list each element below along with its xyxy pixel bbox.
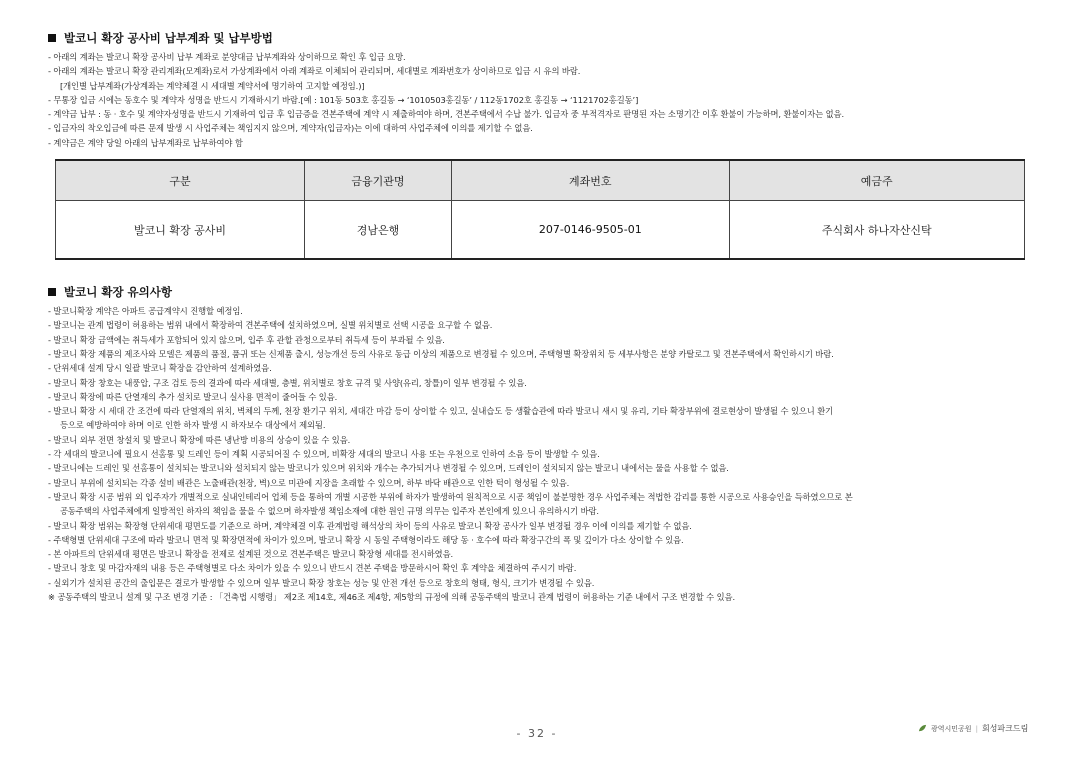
note-line: - 발코니 확장 시 세대 간 조건에 따라 단열재의 위치, 벽체의 두께, 천장 환기구 위치, 세대간 마감 등이 상이할 수 있고, 실내습도 등 생활습관에 따라 발코니 새시 및 유리, 기타 확장부위에 결로현상이 발생될 수 있으니 환기 <box>48 406 834 417</box>
section-title: 발코니 확장 유의사항 <box>64 285 172 300</box>
table-cell: 발코니 확장 공사비 <box>56 201 305 260</box>
note-line: - 무통장 입금 시에는 동호수 및 계약자 성명을 반드시 기재하시기 바람.[예 : 101동 503호 홍길동 → ‘1010503홍길동’ / 112동1702호 홍길동 → ‘1121702홍길동’] <box>48 94 639 105</box>
note-line: [개인별 납부계좌(가상계좌는 계약체결 시 세대별 계약서에 명기하여 고지할 예정임.)] <box>60 80 365 91</box>
note-line: - 입금자의 착오입금에 따른 문제 발생 시 사업주체는 책임지지 않으며, 계약자(입금자)는 이에 대하여 사업주체에 이의를 제기할 수 없음. <box>48 123 533 134</box>
bullet-square-icon <box>48 288 56 296</box>
account-notes-list <box>48 50 1038 150</box>
note-line: - 발코니 확장 금액에는 취득세가 포함되어 있지 않으며, 입주 후 관할 관청으로부터 취득세 등이 부과될 수 있음. <box>48 334 445 345</box>
note-line: - 계약금 납부 : 동 · 호수 및 계약자성명을 반드시 기재하여 입금 후 입금증을 견본주택에 계약 시 제출하여야 하며, 견본주택에서 수납 불가. 입금자 중 부적격자로 판명된 자는 소명기간 이후 환불이 가능하며, 환불이자는 없음. <box>48 109 844 120</box>
note-line: - 발코니 외부 전면 창설치 및 발코니 확장에 따른 냉난방 비용의 상승이 있을 수 있음. <box>48 434 351 445</box>
logo-brand-text: 회성파크드림 <box>981 724 1029 733</box>
note-line: - 실외기가 설치된 공간의 출입문은 결로가 발생할 수 있으며 일부 발코니 확장 창호는 성능 및 안전 개선 등으로 창호의 형태, 형식, 크기가 변경될 수 있음. <box>48 577 595 588</box>
section-heading-account <box>48 30 1038 46</box>
note-line: - 발코니 확장 제품의 제조사와 모델은 제품의 품절, 품귀 또는 신제품 출시, 성능개선 등의 사유로 동급 이상의 제품으로 변경될 수 있으며, 주택형별 확장위치 등 세부사항은 분양 카탈로그 및 견본주택에서 확인하시기 바람. <box>48 348 834 359</box>
table-cell: 경남은행 <box>304 201 451 260</box>
section-heading-balcony <box>48 284 1038 300</box>
note-line: - 발코니확장 계약은 아파트 공급계약시 진행할 예정임. <box>48 306 243 317</box>
table-header-row <box>56 160 1025 201</box>
balcony-notes-list <box>48 304 1038 604</box>
table-header-cell: 구분 <box>56 160 305 201</box>
note-line: - 발코니 확장 범위는 확장형 단위세대 평면도를 기준으로 하며, 계약체결 이후 관계법령 해석상의 차이 등의 사유로 발코니 확장 공사가 일부 변경될 경우 이에 이의를 제기할 수 없음. <box>48 520 692 531</box>
note-line: 공동주택의 사업주체에게 일방적인 하자의 책임을 물을 수 없으며 하자발생 책임소재에 대한 원인 규명 의무는 입주자 본인에게 있으니 유의하시기 바람. <box>60 506 599 517</box>
page-number: - 32 - <box>516 727 558 740</box>
account-table <box>55 159 1025 260</box>
table-cell: 주식회사 하나자산신탁 <box>729 201 1025 260</box>
note-line: - 발코니 확장 시공 범위 외 입주자가 개별적으로 실내인테리어 업체 등을 통하여 개별 시공한 부위에 하자가 발생하여 원칙적으로 시공 책임이 불분명한 경우 사업주체는 적법한 감리를 통한 시공으로 사용승인을 득하였으므로 본 <box>48 491 853 502</box>
note-line: - 주택형별 단위세대 구조에 따라 발코니 면적 및 확장면적에 차이가 있으며, 발코니 확장 시 동일 주택형이라도 해당 동 · 호수에 따라 확장구간의 폭 및 깊이가 다소 상이할 수 있음. <box>48 534 684 545</box>
table-header-cell: 예금주 <box>729 160 1025 201</box>
note-line: - 발코니 확장에 따른 단열재의 추가 설치로 발코니 실사용 면적이 줄어들 수 있음. <box>48 391 338 402</box>
section-title: 발코니 확장 공사비 납부계좌 및 납부방법 <box>64 31 273 45</box>
note-line: - 단위세대 설계 당시 일괄 발코니 확장을 감안하여 설계하였음. <box>48 363 272 374</box>
note-line: - 계약금은 계약 당일 아래의 납부계좌로 납부하여야 함 <box>48 137 243 148</box>
table-header-cell: 계좌번호 <box>452 160 729 201</box>
bullet-square-icon <box>48 34 56 42</box>
note-line: - 발코니에는 드레인 및 선홈통이 설치되는 발코니와 설치되지 않는 발코니가 있으며 위치와 개수는 추가되거나 변경될 수 있으며, 드레인이 설치되지 않는 발코니 내에서는 물을 사용할 수 없음. <box>48 463 729 474</box>
note-line: - 발코니는 관계 법령이 허용하는 범위 내에서 확장하여 견본주택에 설치하였으며, 실별 위치별로 선택 시공을 요구할 수 없음. <box>48 320 493 331</box>
table-cell: 207-0146-9505-01 <box>452 201 729 260</box>
note-line: - 본 아파트의 단위세대 평면은 발코니 확장을 전제로 설계된 것으로 견본주택은 발코니 확장형 세대를 전시하였음. <box>48 549 454 560</box>
note-line: - 각 세대의 발코니에 필요시 선홈통 및 드레인 등이 계획 시공되어질 수 있으며, 비확장 세대의 발코니 사용 또는 우천으로 인하여 소음 등이 발생할 수 있음. <box>48 449 600 460</box>
leaf-icon <box>918 724 927 733</box>
note-line: - 발코니 확장 창호는 내풍압, 구조 검토 등의 결과에 따라 세대별, 층별, 위치별로 창호 규격 및 사양(유리, 창틀)이 일부 변경될 수 있음. <box>48 377 527 388</box>
logo-small-text: 광역시민공원 <box>931 724 972 733</box>
note-line: - 발코니 부위에 설치되는 각종 설비 배관은 노출배관(천장, 벽)으로 미관에 지장을 초래할 수 있으며, 하부 바닥 배관으로 인한 턱이 형성될 수 있음. <box>48 477 570 488</box>
note-line: ※ 공동주택의 발코니 설계 및 구조 변경 기준 : 「건축법 시행령」 제2조 제14호, 제46조 제4항, 제5항의 규정에 의해 공동주택의 발코니 관계 법령이 허용하는 기준 내에서 구조 변경할 수 있음. <box>48 592 735 603</box>
document-page <box>48 30 1038 604</box>
note-line: - 아래의 계좌는 발코니 확장 관리계좌(모계좌)로서 가상계좌에서 아래 계좌로 이체되어 관리되며, 세대별로 계좌번호가 상이하므로 입금 시 유의 바람. <box>48 66 581 77</box>
table-row <box>56 201 1025 260</box>
table-header-cell: 금융기관명 <box>304 160 451 201</box>
note-line: 등으로 예방하여야 하며 이로 인한 하자 발생 시 하자보수 대상에서 제외됨. <box>60 420 326 431</box>
brand-logo: 광역시민공원 | 회성파크드림 <box>918 723 1028 734</box>
note-line: - 아래의 계좌는 발코니 확장 공사비 납부 계좌로 분양대금 납부계좌와 상이하므로 확인 후 입금 요망. <box>48 52 406 62</box>
note-line: - 발코니 창호 및 마감자재의 내용 등은 주택형별로 다소 차이가 있을 수 있으니 반드시 견본 주택을 방문하시어 확인 후 계약을 체결하여 주시기 바람. <box>48 563 577 574</box>
